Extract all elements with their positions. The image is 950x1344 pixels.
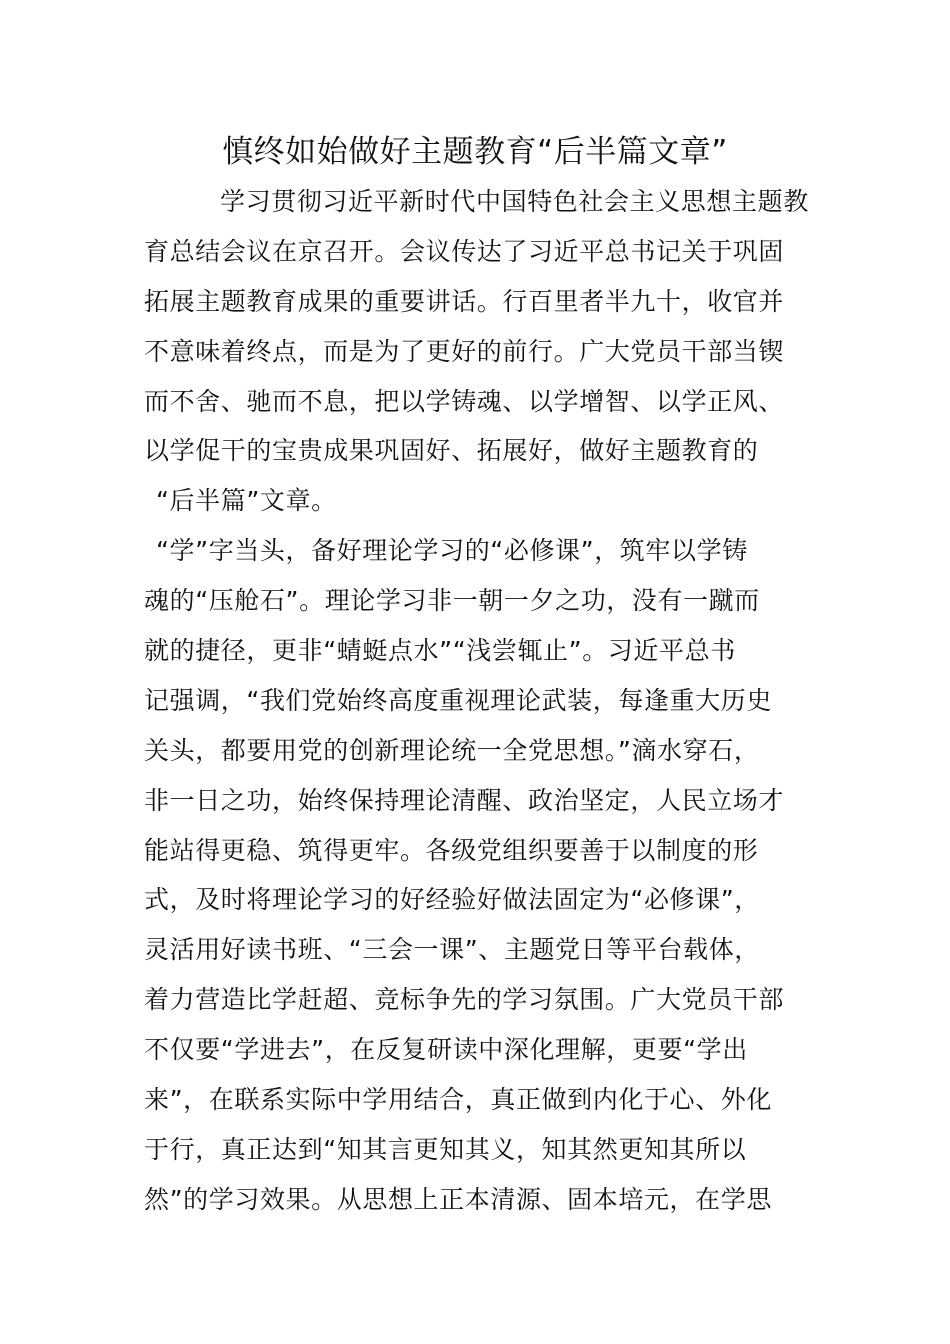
paragraph-2-line-1: “学”字当头，备好理论学习的“必修课”，筑牢以学铸 bbox=[156, 536, 748, 566]
paragraph-1-line-6: 以学促干的宝贵成果巩固好、拓展好，做好主题教育的 bbox=[144, 436, 759, 466]
paragraph-2-line-8: 式，及时将理论学习的好经验好做法固定为“必修课”， bbox=[144, 885, 760, 915]
document-title: 慎终如始做好主题教育“后半篇文章” bbox=[222, 134, 728, 170]
paragraph-2-line-3: 就的捷径，更非“蜻蜓点水”“浅尝辄止”。习近平总书 bbox=[144, 636, 736, 666]
paragraph-2-line-4: 记强调，“我们党始终高度重视理论武装，每逢重大历史 bbox=[144, 685, 772, 715]
paragraph-1-line-3: 拓展主题教育成果的重要讲话。行百里者半九十，收官并 bbox=[144, 286, 785, 316]
paragraph-2-line-2: 魂的“压舱石”。理论学习非一朝一夕之功，没有一蹴而 bbox=[144, 586, 760, 616]
paragraph-2-line-5: 关头，都要用党的创新理论统一全党思想。”滴水穿石， bbox=[144, 735, 760, 765]
paragraph-1-line-5: 而不舍、驰而不息，把以学铸魂、以学增智、以学正风、 bbox=[144, 386, 785, 416]
paragraph-2-line-14: 然”的学习效果。从思想上正本清源、固本培元，在学思 bbox=[144, 1184, 772, 1214]
paragraph-1-line-1: 学习贯彻习近平新时代中国特色社会主义思想主题教 bbox=[220, 187, 809, 216]
paragraph-1-line-4: 不意味着终点，而是为了更好的前行。广大党员干部当锲 bbox=[144, 336, 785, 366]
paragraph-2-line-10: 着力营造比学赶超、竞标争先的学习氛围。广大党员干部 bbox=[144, 985, 785, 1015]
paragraph-1-line-7: “后半篇”文章。 bbox=[156, 486, 337, 516]
paragraph-1-line-2: 育总结会议在京召开。会议传达了习近平总书记关于巩固 bbox=[144, 236, 785, 266]
paragraph-2-line-11: 不仅要“学进去”，在反复研读中深化理解，更要“学出 bbox=[144, 1035, 748, 1065]
paragraph-2-line-6: 非一日之功，始终保持理论清醒、政治坚定，人民立场才 bbox=[144, 785, 785, 815]
paragraph-2-line-12: 来”，在联系实际中学用结合，真正做到内化于心、外化 bbox=[144, 1085, 772, 1115]
paragraph-2-line-9: 灵活用好读书班、“三会一课”、主题党日等平台载体， bbox=[144, 935, 760, 965]
paragraph-2-line-7: 能站得更稳、筑得更牢。各级党组织要善于以制度的形 bbox=[144, 835, 759, 865]
paragraph-2-line-13: 于行，真正达到“知其言更知其义，知其然更知其所以 bbox=[144, 1134, 747, 1164]
document-body bbox=[144, 177, 810, 1225]
